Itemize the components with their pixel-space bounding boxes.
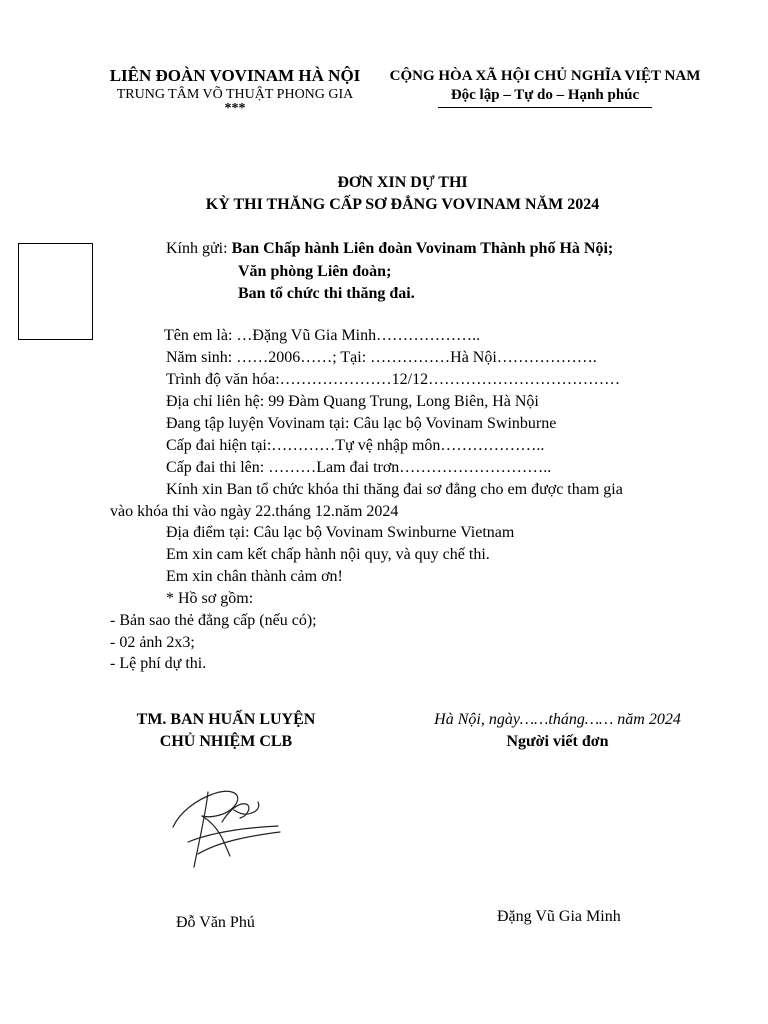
motto-underline (438, 107, 652, 108)
documents-title: * Hồ sơ gồm: (166, 590, 254, 607)
recipient-2: Văn phòng Liên đoàn; (238, 263, 392, 280)
thanks: Em xin chân thành cảm ơn! (166, 568, 343, 585)
target-belt: Cấp đai thi lên: ………Lam đai trơn……………………….. (166, 459, 552, 476)
club-head-title: CHỦ NHIỆM CLB (159, 733, 293, 750)
recipient-3: Ban tổ chức thi thăng đai. (238, 285, 415, 302)
organization-subtitle: TRUNG TÂM VÕ THUẬT PHONG GIA (116, 87, 354, 102)
applicant-signature-name: Đặng Vũ Gia Minh (497, 908, 621, 925)
national-title: CỘNG HÒA XÃ HỘI CHỦ NGHĨA VIỆT NAM (389, 68, 701, 84)
commitment: Em xin cam kết chấp hành nội quy, và quy chế thi. (166, 546, 490, 563)
contact-address: Địa chỉ liên hệ: 99 Đàm Quang Trung, Long Biên, Hà Nội (166, 393, 539, 410)
coach-board-title: TM. BAN HUẤN LUYỆN (136, 711, 316, 728)
training-club: Đang tập luyện Vovinam tại: Câu lạc bộ Vovinam Swinburne (166, 415, 557, 432)
handwritten-signature (168, 782, 288, 882)
document-subtitle: KỲ THI THĂNG CẤP SƠ ĐẲNG VOVINAM NĂM 2024 (205, 196, 600, 213)
recipient-1: Ban Chấp hành Liên đoàn Vovinam Thành phố Hà Nội; (231, 240, 614, 257)
birth-info: Năm sinh: ……2006……; Tại: ……………Hà Nội………………. (166, 349, 597, 366)
document-item: - Bản sao thẻ đẳng cấp (nếu có); (110, 612, 317, 629)
recipient-prefix: Kính gửi: (166, 240, 232, 257)
applicant-name: Tên em là: …Đặng Vũ Gia Minh……………….. (164, 327, 481, 344)
request-line-1: Kính xin Ban tổ chức khóa thi thăng đai sơ đẳng cho em được tham gia (166, 481, 623, 498)
exam-location: Địa điểm tại: Câu lạc bộ Vovinam Swinburne Vietnam (166, 524, 515, 541)
document-item: - Lệ phí dự thi. (110, 655, 207, 672)
national-motto: Độc lập – Tự do – Hạnh phúc (450, 87, 640, 103)
photo-placeholder (18, 243, 93, 340)
recipient-line-1 (166, 240, 613, 258)
date-line: Hà Nội, ngày……tháng…… năm 2024 (434, 711, 681, 728)
current-belt: Cấp đai hiện tại:…………Tự vệ nhập môn……………….. (166, 437, 545, 454)
applicant-title: Người viết đơn (506, 733, 609, 750)
organization-stars: *** (224, 101, 246, 116)
document-item: - 02 ảnh 2x3; (110, 634, 195, 651)
education-level: Trình độ văn hóa:…………………12/12……………………………… (166, 371, 621, 388)
organization-name: LIÊN ĐOÀN VOVINAM HÀ NỘI (109, 66, 361, 85)
coach-name: Đỗ Văn Phú (176, 914, 255, 931)
document-title: ĐƠN XIN DỰ THI (337, 174, 468, 191)
request-line-2: vào khóa thi vào ngày 22.tháng 12.năm 2024 (110, 503, 399, 520)
